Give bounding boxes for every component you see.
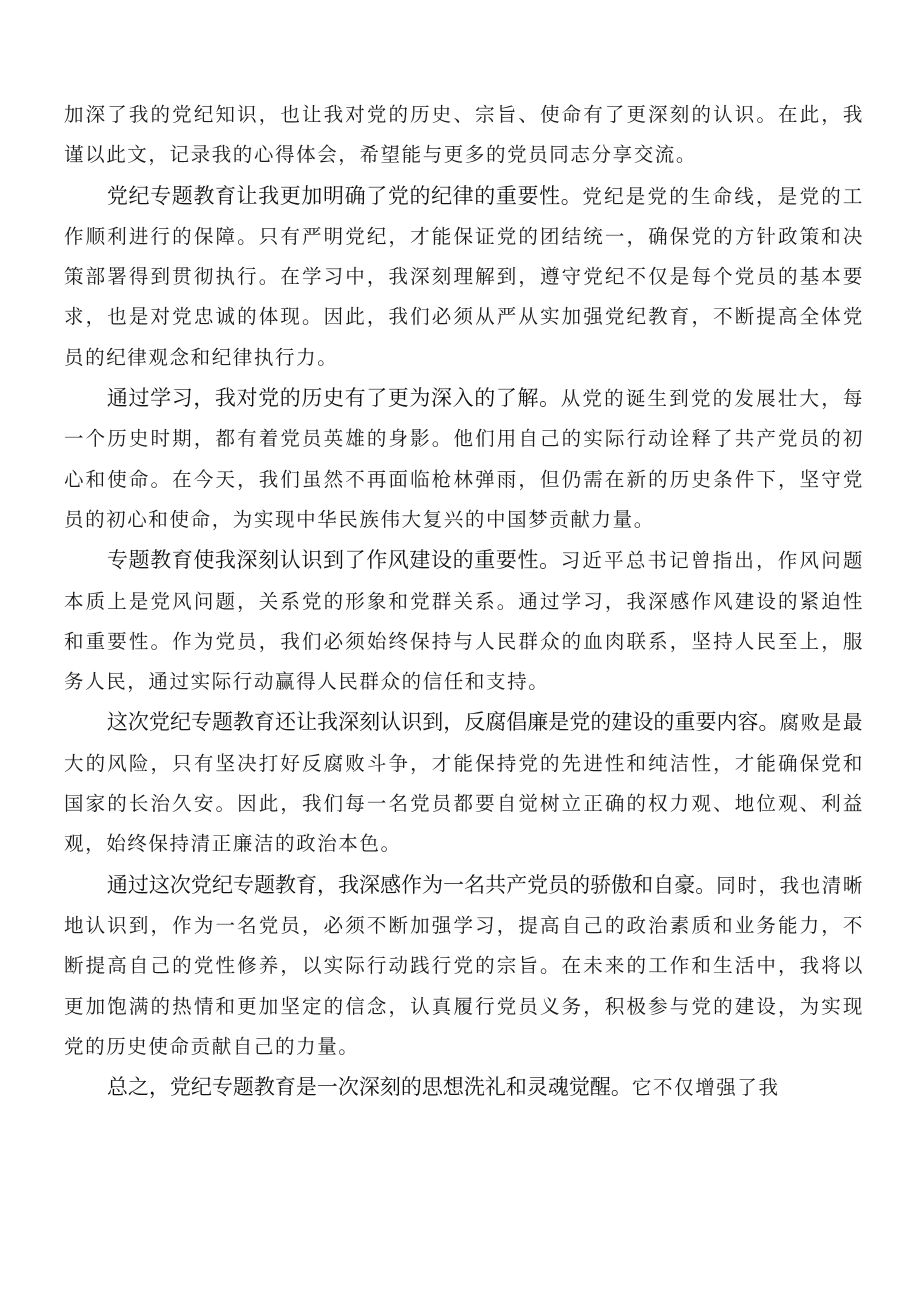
paragraph-4-heading: 专题教育使我深刻认识到了作风建设的重要性。 (106, 548, 561, 573)
paragraph-6-heading: 通过这次党纪专题教育，我深感作为一名共产党员的骄傲和自豪。 (106, 872, 717, 897)
paragraph-7 (64, 1067, 864, 1108)
paragraph-5-heading: 这次党纪专题教育还让我深刻认识到，反腐倡廉是党的建设的重要内容。 (106, 710, 780, 735)
paragraph-7-heading: 总之，党纪专题教育是一次深刻的思想洗礼和灵魂觉醒。 (106, 1075, 632, 1100)
paragraph-2-heading: 党纪专题教育让我更加明确了党的纪律的重要性。 (106, 183, 583, 208)
paragraph-1-text: 加深了我的党纪知识，也让我对党的历史、宗旨、使命有了更深刻的认识。在此，我谨以此文，记录我的心得体会，希望能与更多的党员同志分享交流。 (64, 103, 864, 167)
paragraph-2 (64, 176, 864, 378)
paragraph-6 (64, 865, 864, 1067)
paragraph-1 (64, 95, 864, 176)
paragraph-6-text: 同时，我也清晰地认识到，作为一名党员，必须不断加强学习，提高自己的政治素质和业务能力，不断提高自己的党性修养，以实际行动践行党的宗旨。在未来的工作和生活中，我将以更加饱满的热情和更加坚定的信念，认真履行党员义务，积极参与党的建设，为实现党的历史使命贡献自己的力量。 (64, 873, 865, 1058)
paragraph-4-text: 习近平总书记曾指出，作风问题本质上是党风问题，关系党的形象和党群关系。通过学习，我深感作风建设的紧迫性和重要性。作为党员，我们必须始终保持与人民群众的血肉联系，坚持人民至上，服务人民，通过实际行动赢得人民群众的信任和支持。 (64, 549, 865, 694)
paragraph-4 (64, 540, 864, 702)
paragraph-2-text: 党纪是党的生命线，是党的工作顺利进行的保障。只有严明党纪，才能保证党的团结统一，确保党的方针政策和决策部署得到贯彻执行。在学习中，我深刻理解到，遵守党纪不仅是每个党员的基本要求，也是对党忠诚的体现。因此，我们必须从严从实加强党纪教育，不断提高全体党员的纪律观念和纪律执行力。 (64, 184, 864, 369)
document-body (64, 95, 864, 1108)
paragraph-3-text: 从党的诞生到党的发展壮大，每一个历史时期，都有着党员英雄的身影。他们用自己的实际行动诠释了共产党员的初心和使命。在今天，我们虽然不再面临枪林弹雨，但仍需在新的历史条件下，坚守党员的初心和使命，为实现中华民族伟大复兴的中国梦贡献力量。 (64, 387, 865, 531)
paragraph-5 (64, 702, 864, 864)
paragraph-3 (64, 378, 864, 540)
paragraph-5-text: 腐败是最大的风险，只有坚决打好反腐败斗争，才能保持党的先进性和纯洁性，才能确保党和国家的长治久安。因此，我们每一名党员都要自觉树立正确的权力观、地位观、利益观，始终保持清正廉洁的政治本色。 (64, 711, 864, 856)
paragraph-7-text: 它不仅增强了我 (631, 1076, 780, 1100)
paragraph-3-heading: 通过学习，我对党的历史有了更为深入的了解。 (106, 386, 561, 411)
